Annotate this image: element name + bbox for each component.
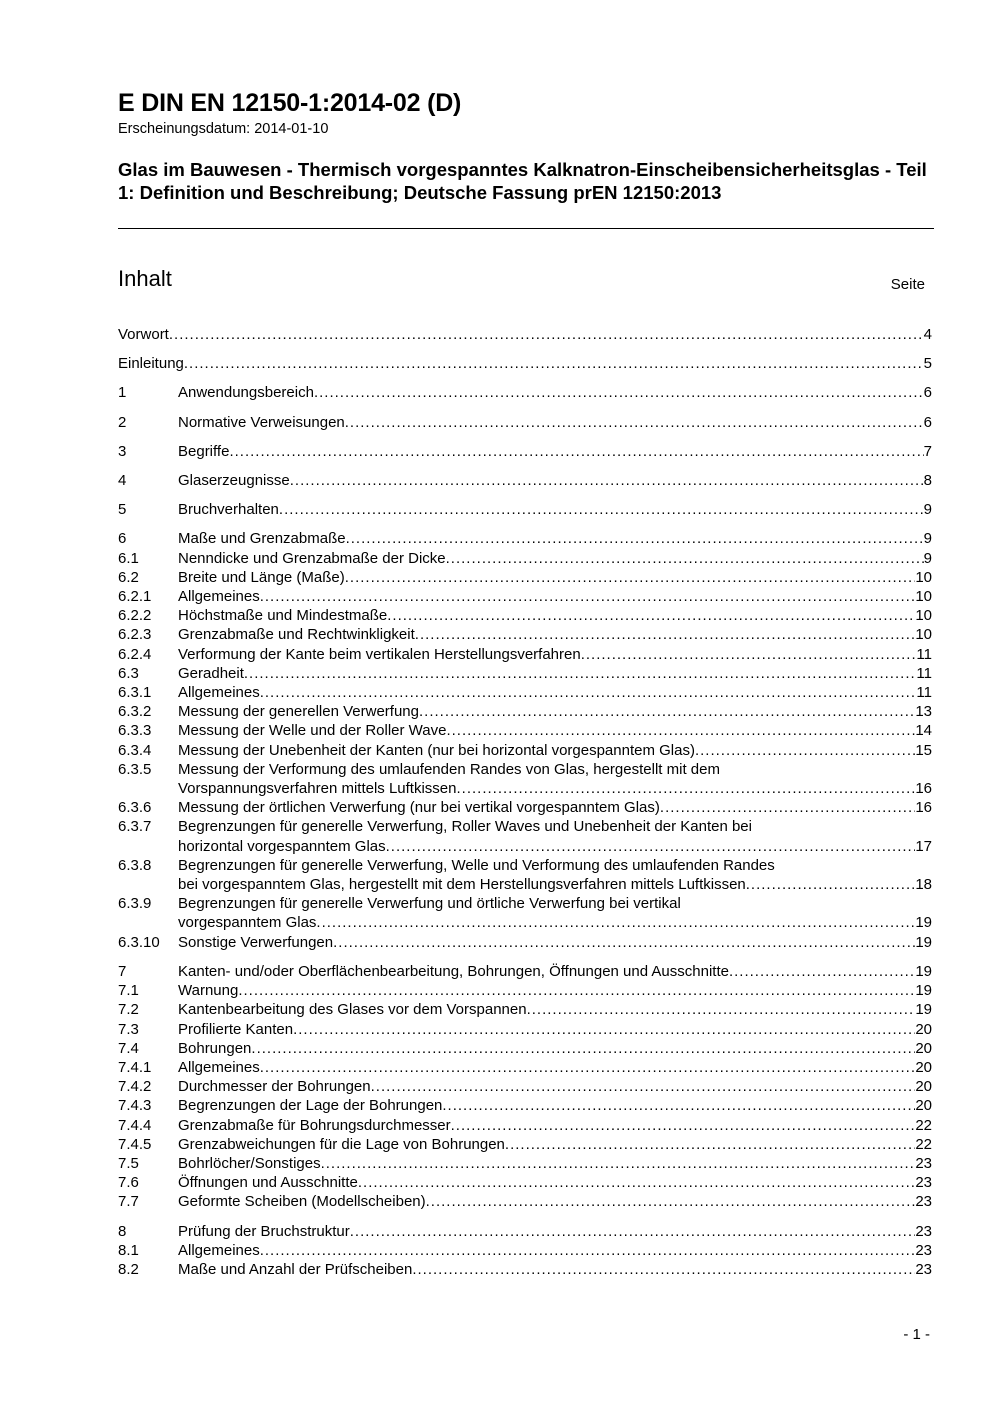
- dot-leader: [314, 383, 924, 402]
- toc-entry-number: 6.3.2: [118, 703, 152, 721]
- toc-entry-number: 7.6: [118, 1174, 139, 1192]
- title-divider: [118, 228, 934, 229]
- toc-entry-number: 7.2: [118, 1001, 139, 1019]
- dot-leader: [426, 1192, 916, 1211]
- dot-leader: [505, 1135, 915, 1154]
- toc-entry-number: 7.4.4: [118, 1116, 152, 1134]
- toc-entry-page: 4: [923, 326, 932, 343]
- toc-entry-title: Durchmesser der Bohrungen: [178, 1078, 371, 1096]
- toc-entry-title: Breite und Länge (Maße): [178, 568, 345, 586]
- dot-leader: [386, 837, 916, 856]
- toc-entry-title: Begriffe: [178, 442, 230, 460]
- toc-entry-title: Warnung: [178, 982, 239, 1000]
- toc-entry-title: Begrenzungen für generelle Verwerfung, Welle und Verformung des umlaufenden Randes: [178, 856, 775, 874]
- toc-entry-title: Messung der örtlichen Verwerfung (nur bei vertikal vorgespanntem Glas): [178, 799, 660, 817]
- toc-entry-number: 4: [118, 472, 127, 490]
- toc-entry-number: 7.5: [118, 1154, 139, 1172]
- toc-entry-number: 6.2.1: [118, 588, 152, 606]
- toc-entry-number: 6.2: [118, 568, 139, 586]
- toc-entry-number: 6.3: [118, 664, 139, 682]
- toc-entry: [118, 606, 932, 625]
- toc-entry-title: Begrenzungen für generelle Verwerfung und örtliche Verwerfung bei vertikal: [178, 895, 681, 913]
- dot-leader: [457, 779, 916, 798]
- toc-entry: [118, 325, 932, 344]
- toc-entry-number: 7.7: [118, 1193, 139, 1211]
- toc-heading: Inhalt: [118, 266, 172, 291]
- toc-entry: [118, 760, 932, 798]
- dot-leader: [412, 1260, 915, 1279]
- toc-entry-title: bei vorgespanntem Glas, hergestellt mit dem Herstellungsverfahren mittels Luftkissen: [178, 876, 746, 894]
- toc-entry: [118, 645, 932, 664]
- toc-entry: [118, 721, 932, 740]
- dot-leader: [293, 1020, 915, 1039]
- toc-entry: [118, 1116, 932, 1135]
- toc-entry-title: Verformung der Kante beim vertikalen Herstellungsverfahren: [178, 645, 581, 663]
- toc-entry-title: Prüfung der Bruchstruktur: [178, 1222, 350, 1240]
- toc-entry-title: Messung der generellen Verwerfung: [178, 703, 419, 721]
- dot-leader: [238, 981, 915, 1000]
- toc-entry-number: 6: [118, 530, 127, 548]
- dot-leader: [350, 1222, 916, 1241]
- toc-entry: [118, 856, 932, 894]
- toc-entry: [118, 442, 932, 461]
- toc-entry-title: Bohrungen: [178, 1039, 252, 1057]
- toc-entry-title: horizontal vorgespanntem Glas: [178, 837, 386, 855]
- toc-entry-page: 20: [915, 1058, 932, 1076]
- dot-leader: [451, 1116, 916, 1135]
- toc-entry: [118, 529, 932, 548]
- toc-entry-page: 9: [923, 501, 932, 519]
- toc-entry-page: 14: [915, 722, 932, 740]
- dot-leader: [371, 1077, 916, 1096]
- toc-entry-page: 23: [915, 1241, 932, 1259]
- toc-entry-title: Allgemeines: [178, 588, 260, 606]
- dot-leader: [244, 664, 917, 683]
- toc-entry-page: 9: [923, 549, 932, 567]
- toc-entry-page: 17: [915, 837, 932, 855]
- toc-entry-title: Vorwort: [118, 326, 169, 343]
- toc-entry-title: Messung der Unebenheit der Kanten (nur bei horizontal vorgespanntem Glas): [178, 741, 695, 759]
- toc-entry-title: Sonstige Verwerfungen: [178, 933, 334, 951]
- toc-entry-page: 11: [916, 684, 932, 702]
- dot-leader: [321, 1154, 916, 1173]
- toc-entry: [118, 1192, 932, 1211]
- toc-entry-title: Allgemeines: [178, 1058, 260, 1076]
- toc-entry-page: 8: [923, 472, 932, 490]
- toc-entry-title: Messung der Verformung des umlaufenden Randes von Glas, hergestellt mit dem: [178, 760, 720, 778]
- toc-entry: [118, 1260, 932, 1279]
- toc-entry-title: Normative Verweisungen: [178, 413, 345, 431]
- toc-entry-page: 20: [915, 1097, 932, 1115]
- toc-entry-number: 7.3: [118, 1020, 139, 1038]
- toc-entry-page: 10: [915, 588, 932, 606]
- dot-leader: [346, 529, 924, 548]
- toc-entry-page: 18: [915, 876, 932, 894]
- toc-entry-number: 7.4.1: [118, 1058, 152, 1076]
- toc-entry: [118, 1039, 932, 1058]
- toc-entry-number: 6.3.8: [118, 856, 152, 874]
- toc-entry-title: Anwendungsbereich: [178, 384, 314, 402]
- toc-entry-title: Nenndicke und Grenzabmaße der Dicke: [178, 549, 446, 567]
- toc-entry-number: 6.3.7: [118, 818, 152, 836]
- toc-entry-number: 8.1: [118, 1241, 139, 1259]
- toc-entry-number: 8: [118, 1222, 127, 1240]
- toc-entry-number: 6.3.4: [118, 741, 152, 759]
- toc-entry: [118, 1173, 932, 1192]
- toc-entry-title: Begrenzungen der Lage der Bohrungen: [178, 1097, 443, 1115]
- toc-page-label: Seite: [890, 276, 925, 293]
- toc-entry-number: 7.4.3: [118, 1097, 152, 1115]
- toc-entry-page: 9: [923, 530, 932, 548]
- toc-entry-page: 19: [915, 1001, 932, 1019]
- toc-entry: [118, 568, 932, 587]
- toc-entry-number: 8.2: [118, 1260, 139, 1278]
- dot-leader: [229, 442, 923, 461]
- toc-entry-number: 7: [118, 962, 127, 980]
- dot-leader: [527, 1000, 916, 1019]
- toc-entry: [118, 1154, 932, 1173]
- toc-entry-page: 19: [915, 982, 932, 1000]
- dot-leader: [290, 471, 924, 490]
- toc-entry-page: 5: [923, 355, 932, 373]
- toc-entry-number: 6.3.5: [118, 760, 152, 778]
- dot-leader: [345, 413, 924, 432]
- toc-entry: [118, 664, 932, 683]
- document-title: Glas im Bauwesen - Thermisch vorgespanntes Kalknatron-Einscheibensicherheitsglas - Teil 1: Definition und Beschreibung; Deutsche Fassung prEN 12150:2013: [118, 159, 927, 203]
- dot-leader: [446, 549, 924, 568]
- toc-entry-page: 19: [915, 962, 932, 980]
- toc-entry-page: 22: [915, 1135, 932, 1153]
- toc-entry-title: Grenzabmaße und Rechtwinkligkeit: [178, 626, 415, 644]
- toc-entry-page: 23: [915, 1154, 932, 1172]
- toc-entry: [118, 741, 932, 760]
- toc-entry-title: Geformte Scheiben (Modellscheiben): [178, 1193, 426, 1211]
- toc-entry: [118, 933, 932, 952]
- dot-leader: [746, 875, 916, 894]
- dot-leader: [345, 568, 916, 587]
- dot-leader: [387, 606, 915, 625]
- toc-entry-page: 7: [923, 442, 932, 460]
- toc-entry-title: Allgemeines: [178, 1241, 260, 1259]
- toc-entry-number: 5: [118, 501, 127, 519]
- toc-entry-page: 11: [916, 645, 932, 663]
- toc-entry-title: Glaserzeugnisse: [178, 472, 290, 490]
- toc-entry-page: 23: [915, 1260, 932, 1278]
- toc-entry-title: Vorspannungsverfahren mittels Luftkissen: [178, 780, 457, 798]
- toc-entry-title: Grenzabmaße für Bohrungsdurchmesser: [178, 1116, 451, 1134]
- toc-entry-page: 10: [915, 626, 932, 644]
- toc-entry-page: 16: [915, 780, 932, 798]
- toc-entry-title: Profilierte Kanten: [178, 1020, 294, 1038]
- toc-entry-page: 16: [915, 799, 932, 817]
- dot-leader: [581, 645, 917, 664]
- toc-entry-page: 22: [915, 1116, 932, 1134]
- dot-leader: [260, 587, 916, 606]
- toc-entry-title: Bohrlöcher/Sonstiges: [178, 1154, 321, 1172]
- toc-entry: [118, 962, 932, 981]
- toc-entry-page: 20: [915, 1020, 932, 1038]
- toc-entry-title: Begrenzungen für generelle Verwerfung, Roller Waves und Unebenheit der Kanten bei: [178, 818, 752, 836]
- toc-entry-title: Öffnungen und Ausschnitte: [178, 1174, 358, 1192]
- toc-entry-number: 7.4: [118, 1039, 139, 1057]
- toc-entry: [118, 1077, 932, 1096]
- toc-entry: [118, 981, 932, 1000]
- dot-leader: [695, 741, 915, 760]
- toc-entry: [118, 549, 932, 568]
- toc-entry: [118, 587, 932, 606]
- toc-entry: [118, 413, 932, 432]
- toc-entry: [118, 471, 932, 490]
- dot-leader: [279, 500, 924, 519]
- toc-entry-number: 6.3.9: [118, 895, 152, 913]
- toc-entry-title: Maße und Grenzabmaße: [178, 530, 346, 548]
- toc-entry-title: Allgemeines: [178, 684, 260, 702]
- toc-entry-number: 6.3.1: [118, 684, 152, 702]
- dot-leader: [415, 625, 916, 644]
- toc-entry-page: 11: [916, 664, 932, 682]
- toc-entry-title: Kantenbearbeitung des Glases vor dem Vorspannen: [178, 1001, 527, 1019]
- toc-entry-title: Höchstmaße und Mindestmaße: [178, 607, 388, 625]
- toc-entry: [118, 798, 932, 817]
- toc-entry-page: 19: [915, 914, 932, 932]
- toc-entry-title: Geradheit: [178, 664, 244, 682]
- toc-entry: [118, 1000, 932, 1019]
- toc-entry-page: 20: [915, 1078, 932, 1096]
- toc-entry-title: Kanten- und/oder Oberflächenbearbeitung, Bohrungen, Öffnungen und Ausschnitte: [178, 962, 729, 980]
- toc-entry: [118, 354, 932, 373]
- dot-leader: [169, 325, 924, 344]
- toc-entry-number: 6.3.6: [118, 799, 152, 817]
- dot-leader: [260, 683, 917, 702]
- toc-entry-page: 20: [915, 1039, 932, 1057]
- toc-entry: [118, 683, 932, 702]
- toc-entry: [118, 702, 932, 721]
- toc-entry-page: 10: [915, 568, 932, 586]
- dot-leader: [251, 1039, 915, 1058]
- dot-leader: [442, 1096, 915, 1115]
- toc-entry-number: 7.4.2: [118, 1078, 152, 1096]
- toc-entry-number: 1: [118, 384, 127, 402]
- toc-entry-page: 10: [915, 607, 932, 625]
- toc-entry-title: Grenzabweichungen für die Lage von Bohrungen: [178, 1135, 505, 1153]
- toc-entry-number: 7.1: [118, 982, 139, 1000]
- toc-entry: [118, 1058, 932, 1077]
- dot-leader: [184, 354, 924, 373]
- toc-entry: [118, 1241, 932, 1260]
- toc-entry-number: 6.2.2: [118, 607, 152, 625]
- toc-entry-title: Einleitung: [118, 355, 184, 373]
- toc-entry-number: 6.2.3: [118, 626, 152, 644]
- dot-leader: [358, 1173, 915, 1192]
- dot-leader: [333, 933, 915, 952]
- dot-leader: [660, 798, 915, 817]
- toc-entry-number: 2: [118, 413, 127, 431]
- toc-entry-page: 19: [915, 933, 932, 951]
- toc-entry-number: 3: [118, 442, 127, 460]
- dot-leader: [260, 1058, 916, 1077]
- toc-entry-page: 13: [915, 703, 932, 721]
- toc-entry-title: Messung der Welle und der Roller Wave: [178, 722, 447, 740]
- publication-date: Erscheinungsdatum: 2014-01-10: [118, 121, 329, 137]
- toc-entry-title: vorgespanntem Glas: [178, 914, 317, 932]
- toc-entry-page: 6: [923, 384, 932, 402]
- toc-entry-title: Maße und Anzahl der Prüfscheiben: [178, 1260, 413, 1278]
- page-number: - 1 -: [903, 1326, 930, 1343]
- toc-entry-page: 6: [923, 413, 932, 431]
- dot-leader: [729, 962, 915, 981]
- toc-entry-number: 7.4.5: [118, 1135, 152, 1153]
- toc-entry-number: 6.2.4: [118, 645, 152, 663]
- dot-leader: [446, 721, 915, 740]
- toc-entry: [118, 894, 932, 932]
- toc-entry-page: 23: [915, 1222, 932, 1240]
- toc-entry-page: 15: [915, 741, 932, 759]
- dot-leader: [419, 702, 915, 721]
- dot-leader: [260, 1241, 916, 1260]
- toc-entry: [118, 383, 932, 402]
- table-of-contents: [118, 325, 932, 1279]
- toc-entry: [118, 1222, 932, 1241]
- toc-entry-page: 23: [915, 1174, 932, 1192]
- document-id: E DIN EN 12150-1:2014-02 (D): [118, 89, 462, 117]
- dot-leader: [316, 913, 915, 932]
- toc-entry-page: 23: [915, 1193, 932, 1211]
- toc-entry: [118, 1135, 932, 1154]
- toc-entry-number: 6.3.3: [118, 722, 152, 740]
- toc-entry: [118, 625, 932, 644]
- toc-entry: [118, 1096, 932, 1115]
- toc-entry-title: Bruchverhalten: [178, 501, 279, 519]
- toc-entry: [118, 500, 932, 519]
- toc-entry: [118, 817, 932, 855]
- toc-entry-number: 6.1: [118, 549, 139, 567]
- toc-entry-number: 6.3.10: [118, 933, 160, 951]
- toc-entry: [118, 1020, 932, 1039]
